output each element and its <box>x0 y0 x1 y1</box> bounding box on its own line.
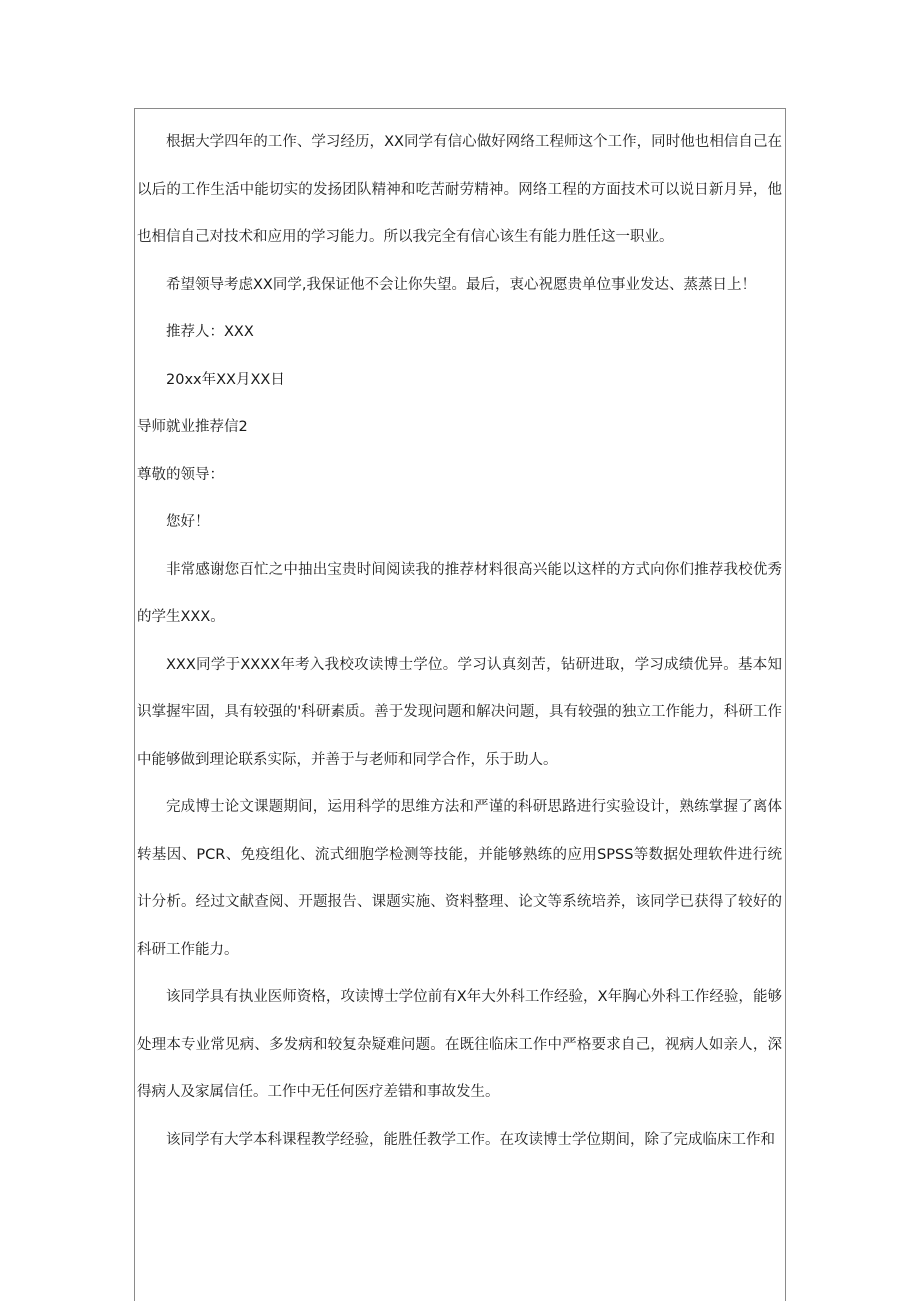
salutation: 尊敬的领导： <box>137 466 224 483</box>
document-body <box>134 108 786 1164</box>
paragraph-research-skills: 完成博士论文课题期间，运用科学的思维方法和严谨的科研思路进行实验设计，熟练掌握了离体转基因、PCR、免疫组化、流式细胞学检测等技能，并能够熟练的应用SPSS等数据处理软件进行统计分析。经过文献查阅、开题报告、课题实施、资料整理、论文等系统培养，该同学已获得了较好的科研工作能力。 <box>137 799 782 958</box>
greeting: 您好！ <box>166 514 210 530</box>
paragraph-thanks: 非常感谢您百忙之中抽出宝贵时间阅读我的推荐材料很高兴能以这样的方式向你们推荐我校优秀的学生XXX。 <box>137 561 782 625</box>
paragraph-closing-wishes: 希望领导考虑XX同学,我保证他不会让你失望。最后，衷心祝愿贵单位事业发达、蒸蒸日上！ <box>166 276 756 293</box>
paragraph-career-confidence: 根据大学四年的工作、学习经历，XX同学有信心做好网络工程师这个工作，同时他也相信自己在以后的工作生活中能切实的发扬团队精神和吃苦耐劳精神。网络工程的方面技术可以说日新月异，他也相信自己对技术和应用的学习能力。所以我完全有信心该生有能力胜任这一职业。 <box>137 134 782 245</box>
date-line: 20xx年XX月XX日 <box>166 371 285 388</box>
paragraph-clinical-experience: 该同学具有执业医师资格，攻读博士学位前有X年大外科工作经验，X年胸心外科工作经验，能够处理本专业常见病、多发病和较复杂疑难问题。在既往临床工作中严格要求自己，视病人如亲人，深得病人及家属信任。工作中无任何医疗差错和事故发生。 <box>137 989 782 1100</box>
section-title: 导师就业推荐信2 <box>137 419 248 435</box>
recommender-line: 推荐人：XXX <box>166 324 254 340</box>
paragraph-teaching-experience: 该同学有大学本科课程教学经验，能胜任教学工作。在攻读博士学位期间，除了完成临床工作和 <box>166 1131 775 1148</box>
paragraph-study-record: XXX同学于XXXX年考入我校攻读博士学位。学习认真刻苦，钻研进取，学习成绩优异。基本知识掌握牢固，具有较强的'科研素质。善于发现问题和解决问题，具有较强的独立工作能力，科研工作中能够做到理论联系实际，并善于与老师和同学合作，乐于助人。 <box>137 656 782 768</box>
